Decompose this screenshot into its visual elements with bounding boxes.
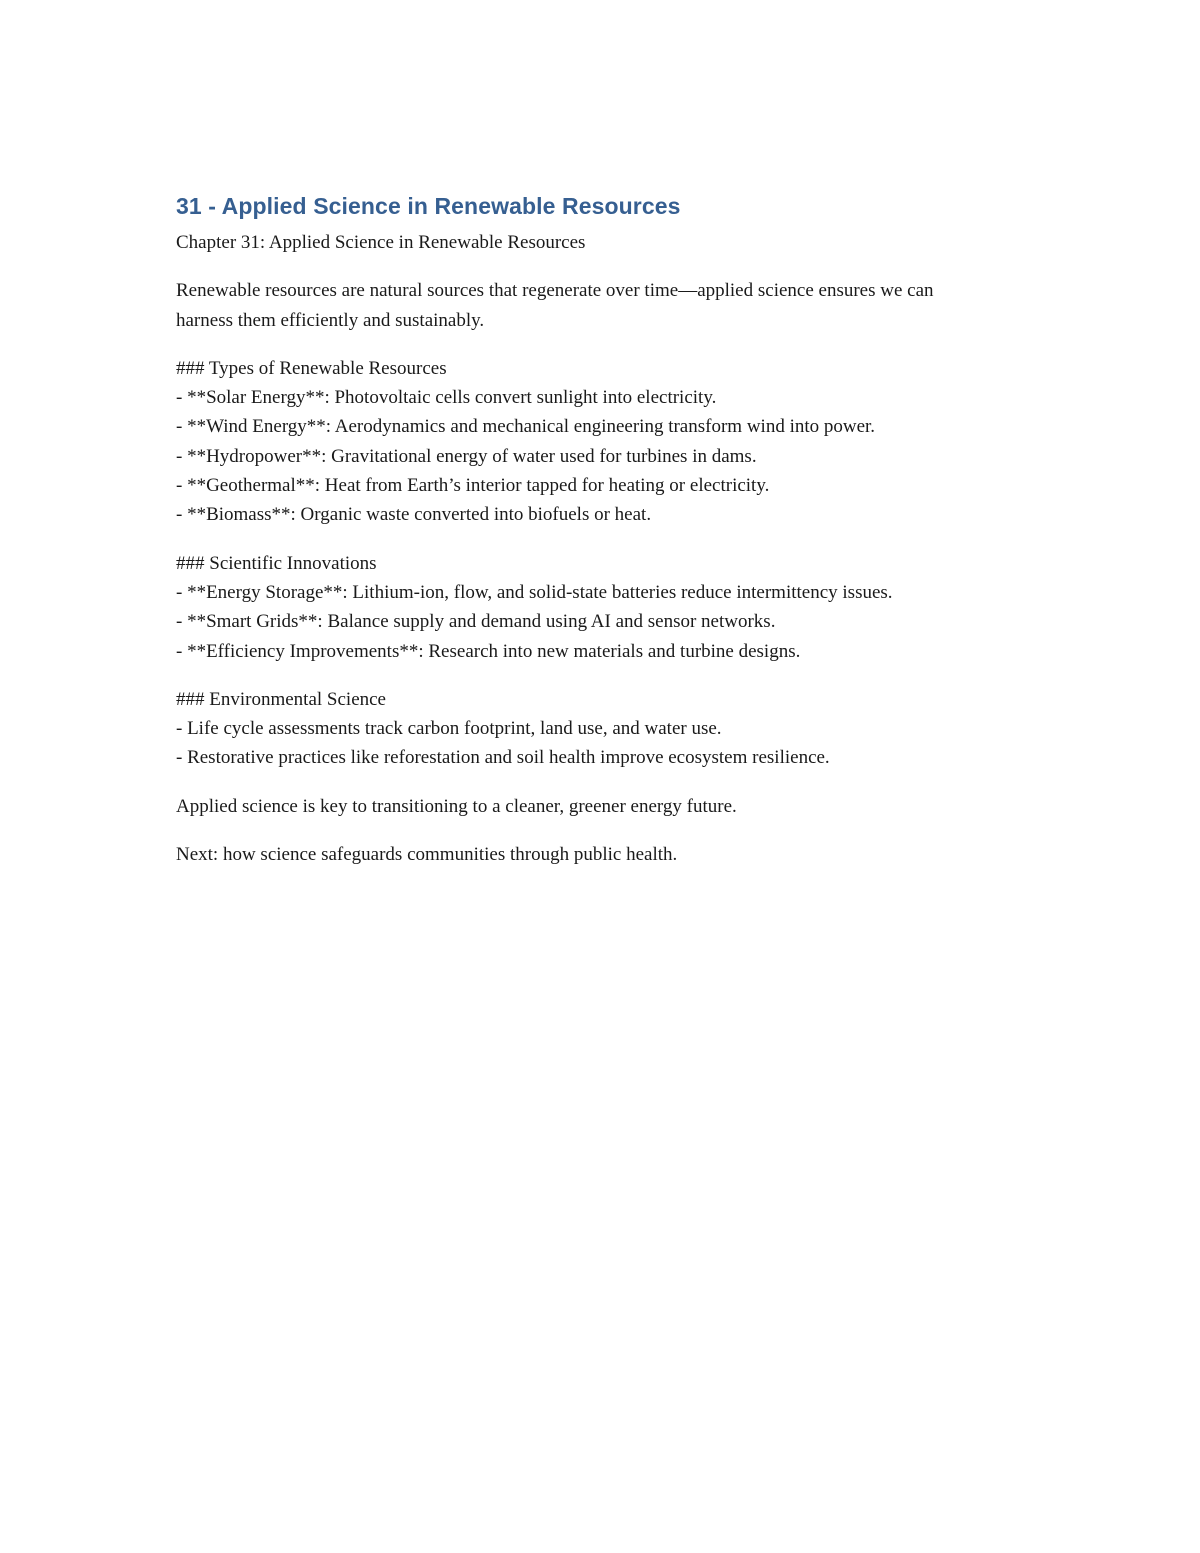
list-item: - **Geothermal**: Heat from Earth’s interior tapped for heating or electricity. [176, 475, 770, 497]
list-item: - **Biomass**: Organic waste converted into biofuels or heat. [176, 504, 652, 526]
document-title: 31 - Applied Science in Renewable Resources [176, 193, 681, 219]
list-item: - Life cycle assessments track carbon footprint, land use, and water use. [176, 718, 722, 740]
document-body [176, 190, 1036, 888]
types-heading: ### Types of Renewable Resources [176, 357, 447, 379]
innovations-heading: ### Scientific Innovations [176, 552, 377, 574]
list-item: - **Smart Grids**: Balance supply and demand using AI and sensor networks. [176, 611, 776, 633]
environment-section [176, 685, 1036, 773]
next-paragraph: Next: how science safeguards communities through public health. [176, 844, 678, 866]
chapter-line: Chapter 31: Applied Science in Renewable Resources [176, 232, 586, 253]
innovations-section [176, 549, 1036, 666]
environment-heading: ### Environmental Science [176, 688, 386, 710]
list-item: - **Efficiency Improvements**: Research into new materials and turbine designs. [176, 640, 801, 662]
list-item: - **Solar Energy**: Photovoltaic cells convert sunlight into electricity. [176, 387, 717, 409]
list-item: - **Energy Storage**: Lithium-ion, flow, and solid-state batteries reduce intermittency issues. [176, 581, 893, 603]
types-section [176, 354, 1036, 530]
list-item: - **Wind Energy**: Aerodynamics and mechanical engineering transform wind into power. [176, 416, 876, 438]
list-item: - Restorative practices like reforestation and soil health improve ecosystem resilience. [176, 747, 830, 769]
conclusion-paragraph: Applied science is key to transitioning to a cleaner, greener energy future. [176, 795, 737, 817]
list-item: - **Hydropower**: Gravitational energy of water used for turbines in dams. [176, 445, 757, 467]
intro-paragraph: Renewable resources are natural sources that regenerate over time—applied science ensures we can harness them efficiently and sustainably. [176, 280, 934, 331]
